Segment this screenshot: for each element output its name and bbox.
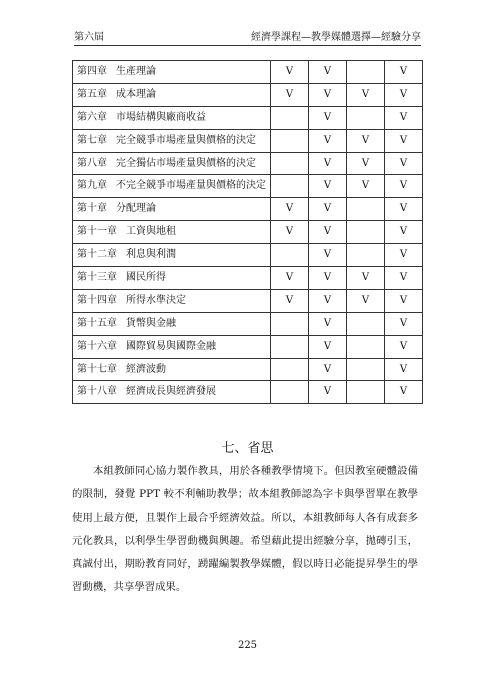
media-mark-cell: V [347, 83, 385, 106]
media-mark-cell: V [309, 198, 347, 221]
media-mark-cell [347, 106, 385, 129]
table-row [73, 381, 423, 404]
media-mark-cell: V [385, 267, 423, 290]
media-mark-cell: V [385, 83, 423, 106]
chapter-number: 第十二章 [77, 249, 117, 261]
media-mark-cell: V [309, 381, 347, 404]
chapter-number: 第十七章 [77, 363, 117, 375]
media-mark-cell: V [347, 129, 385, 152]
chapter-cell [73, 106, 271, 129]
media-mark-cell [271, 152, 309, 175]
chapter-number: 第七章 [77, 134, 107, 146]
table-row [73, 221, 423, 244]
media-mark-cell: V [385, 152, 423, 175]
chapter-cell [73, 198, 271, 221]
media-mark-cell: V [385, 381, 423, 404]
chapter-cell [73, 267, 271, 290]
chapter-topic: 不完全競爭市場產量與價格的決定 [116, 180, 266, 192]
media-mark-cell: V [385, 335, 423, 358]
chapter-topic: 國際貿易與國際金融 [126, 340, 216, 352]
table-row [73, 61, 423, 84]
media-mark-cell [347, 312, 385, 335]
chapter-number: 第十三章 [77, 271, 117, 283]
media-mark-cell: V [385, 358, 423, 381]
table-row [73, 129, 423, 152]
chapter-number: 第十六章 [77, 340, 117, 352]
media-mark-cell: V [309, 129, 347, 152]
header-session: 第六屆 [74, 32, 104, 43]
table-row [73, 267, 423, 290]
table-row [73, 358, 423, 381]
chapter-topic: 經濟波動 [126, 363, 166, 375]
page-number: 225 [237, 640, 258, 651]
table-row [73, 198, 423, 221]
chapter-number: 第五章 [77, 88, 107, 100]
media-mark-cell: V [385, 129, 423, 152]
chapter-number: 第六章 [77, 111, 107, 123]
chapter-topic: 分配理論 [116, 203, 156, 215]
media-mark-cell: V [385, 198, 423, 221]
chapter-topic: 經濟成長與經濟發展 [126, 386, 216, 398]
media-mark-cell: V [309, 335, 347, 358]
media-mark-cell: V [347, 289, 385, 312]
media-mark-cell [271, 106, 309, 129]
media-mark-cell [271, 358, 309, 381]
media-mark-cell: V [271, 198, 309, 221]
media-mark-cell: V [309, 106, 347, 129]
chapter-cell [73, 129, 271, 152]
chapter-cell [73, 83, 271, 106]
media-mark-cell: V [385, 289, 423, 312]
media-mark-cell: V [385, 106, 423, 129]
table-row [73, 312, 423, 335]
chapter-cell [73, 61, 271, 84]
chapter-topic: 成本理論 [116, 88, 156, 100]
chapter-cell [73, 152, 271, 175]
chapter-cell [73, 312, 271, 335]
media-mark-cell: V [271, 267, 309, 290]
chapter-number: 第十一章 [77, 226, 117, 238]
media-mark-cell [347, 381, 385, 404]
media-mark-cell: V [347, 267, 385, 290]
media-mark-cell [347, 221, 385, 244]
media-mark-cell: V [309, 244, 347, 267]
chapter-topic: 國民所得 [126, 271, 166, 283]
table-row [73, 175, 423, 198]
table-row [73, 244, 423, 267]
chapter-number: 第十五章 [77, 317, 117, 329]
media-mark-cell: V [271, 83, 309, 106]
media-mark-cell: V [271, 289, 309, 312]
media-mark-cell [347, 244, 385, 267]
media-mark-cell: V [385, 175, 423, 198]
media-mark-cell: V [309, 152, 347, 175]
media-mark-cell: V [309, 83, 347, 106]
media-mark-cell: V [309, 289, 347, 312]
chapter-topic: 市場結構與廠商收益 [116, 111, 206, 123]
media-mark-cell [347, 61, 385, 84]
table-row [73, 152, 423, 175]
chapter-number: 第四章 [77, 65, 107, 77]
chapter-number: 第十四章 [77, 294, 117, 306]
running-header [74, 28, 421, 44]
media-mark-cell [347, 198, 385, 221]
chapter-cell [73, 358, 271, 381]
media-mark-cell: V [385, 244, 423, 267]
media-mark-cell: V [347, 152, 385, 175]
chapter-topic: 工資與地租 [126, 226, 176, 238]
table-row [73, 289, 423, 312]
media-mark-cell: V [385, 61, 423, 84]
chapter-topic: 貨幣與金融 [126, 317, 176, 329]
media-mark-cell [271, 129, 309, 152]
media-mark-cell [271, 381, 309, 404]
media-mark-cell [347, 335, 385, 358]
chapter-cell [73, 221, 271, 244]
media-mark-cell: V [309, 221, 347, 244]
table-row [73, 83, 423, 106]
header-rule [74, 45, 421, 46]
media-mark-cell [347, 358, 385, 381]
chapter-cell [73, 244, 271, 267]
table-row [73, 335, 423, 358]
chapter-number: 第十八章 [77, 386, 117, 398]
chapter-cell [73, 381, 271, 404]
chapter-topic: 所得水準決定 [126, 294, 186, 306]
chapter-cell [73, 335, 271, 358]
media-mark-cell [271, 312, 309, 335]
section-title: 七、省思 [221, 441, 274, 456]
media-mark-cell: V [271, 221, 309, 244]
media-mark-cell [271, 335, 309, 358]
chapter-topic: 利息與利潤 [126, 249, 176, 261]
chapter-number: 第九章 [77, 180, 107, 192]
media-mark-cell: V [309, 312, 347, 335]
media-mark-cell: V [309, 61, 347, 84]
chapter-cell [73, 175, 271, 198]
table-row [73, 106, 423, 129]
chapter-number: 第八章 [77, 157, 107, 169]
media-mark-cell: V [385, 221, 423, 244]
media-mark-cell: V [271, 61, 309, 84]
media-mark-cell: V [309, 358, 347, 381]
chapter-topic: 完全獨佔市場產量與價格的決定 [116, 157, 256, 169]
media-mark-cell: V [309, 175, 347, 198]
chapter-topic: 完全競爭市場產量與價格的決定 [116, 134, 256, 146]
chapter-number: 第十章 [77, 203, 107, 215]
header-title: 經濟學課程—教學媒體選擇—經驗分享 [251, 32, 421, 43]
reflection-paragraph: 本組教師同心協力製作教具，用於各種教學情境下。但因教室硬體設備的限制，發覺 PPT 較不利輔助教學；故本組教師認為字卡與學習單在教學使用上最方便，且製作上最合乎經濟效益。所以，本組教師每人各有成套多元化教具，以利學生學習動機與興趣。希望藉此提出經驗分享，拋磚引玉，真誠付出，期盼教育同好，踴躍編製教學媒體，假以時日必能提昇學生的學習動機，共享學習成果。 [72, 465, 418, 594]
media-mark-cell: V [309, 267, 347, 290]
media-mark-cell: V [385, 312, 423, 335]
chapter-cell [73, 289, 271, 312]
media-mark-cell [271, 175, 309, 198]
chapter-media-table [72, 60, 423, 404]
chapter-topic: 生產理論 [116, 65, 156, 77]
media-mark-cell: V [347, 175, 385, 198]
media-mark-cell [271, 244, 309, 267]
